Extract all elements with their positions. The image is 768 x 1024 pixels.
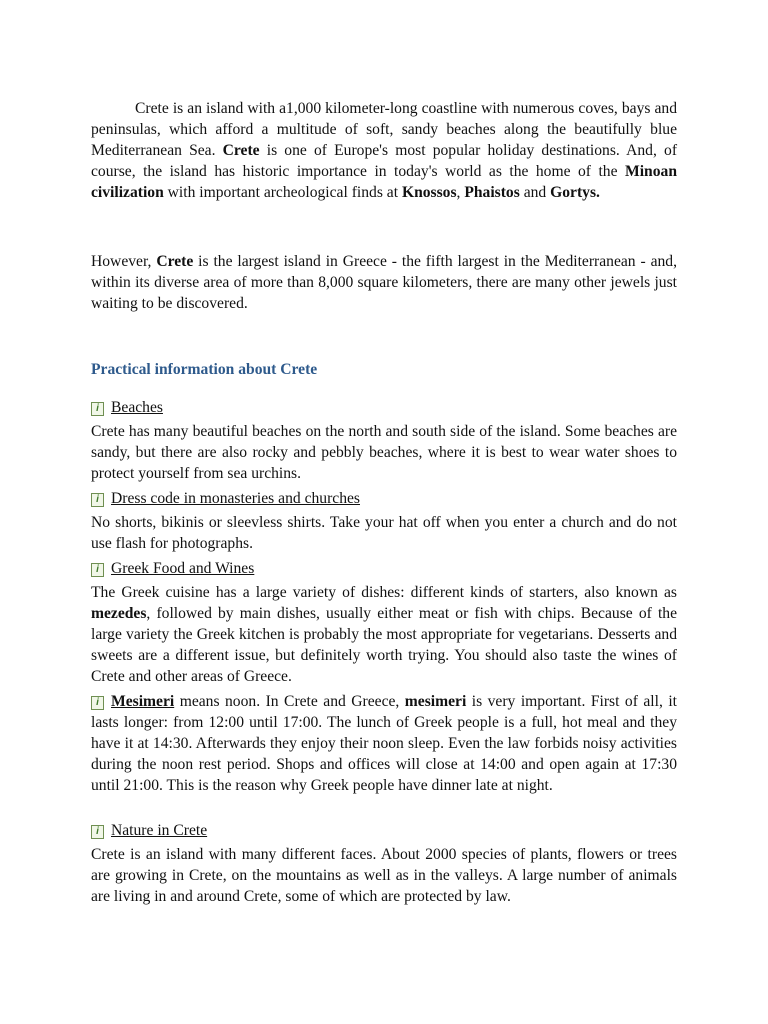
info-item-nature (91, 820, 677, 907)
info-item-mesimeri (91, 691, 677, 796)
bold-term-mesimeri: mesimeri (404, 693, 467, 710)
item-text-nature: Crete is an island with many different faces. About 2000 species of plants, flowers or trees are growing in Crete, on the mountains as well as in the valleys. A large number of animals are living in and around Crete, some of which are protected by law. (91, 846, 677, 905)
info-icon[interactable]: i (91, 493, 104, 507)
item-title-row (91, 820, 677, 842)
item-text-beaches: Crete has many beautiful beaches on the north and south side of the island. Some beaches are sandy, but there are also rocky and pebbly beaches, where it is best to wear water shoes to protect yourself from sea urchins. (91, 423, 677, 482)
info-item-food (91, 558, 677, 687)
intro-text: However, (91, 253, 157, 270)
item-text-mesimeri (91, 691, 677, 796)
item-title-nature[interactable]: Nature in Crete (111, 822, 208, 839)
intro-text: with important archeological finds at (163, 184, 402, 201)
item-title-beaches[interactable]: Beaches (111, 399, 163, 416)
intro-text: , (456, 184, 465, 201)
item-text: The Greek cuisine has a large variety of dishes: different kinds of starters, also known as (91, 584, 677, 601)
intro-paragraph-2 (91, 251, 677, 314)
intro-text: is one of Europe's most popular holiday destinations. And, of course, the island has historic importance in today's world as the home of the (91, 142, 678, 180)
intro-text: Crete is an island with a1,000 kilometer-long coastline with numerous coves, bays and peninsulas, which afford a multitude of soft, sandy beaches along the beautifully blue Mediterranean Sea. (91, 100, 677, 159)
item-title-dress-code[interactable]: Dress code in monasteries and churches (111, 490, 360, 507)
item-text: is very important. First of all, it lasts longer: from 12:00 until 17:00. The lunch of Greek people is a full, hot meal and they have it at 14:30. Afterwards they enjoy their noon sleep. Even the law forbids noisy activities during the noon rest period. Shops and offices will close at 14:00 and open again at 17:30 until 21:00. This is the reason why Greek people have dinner late at night. (91, 693, 677, 794)
info-icon[interactable]: i (91, 825, 104, 839)
item-text-food (91, 582, 677, 687)
bold-term-phaistos: Phaistos (464, 184, 520, 201)
intro-text: is the largest island in Greece - the fifth largest in the Mediterranean - and, within its diverse area of more than 8,000 square kilometers, there are many other jewels just waiting to be discovered. (91, 253, 677, 312)
bold-term-mezedes: mezedes (91, 605, 147, 622)
item-title-food[interactable]: Greek Food and Wines (111, 560, 255, 577)
intro-text: and (519, 184, 551, 201)
bold-term-minoan: Minoan civilization (91, 163, 677, 201)
item-title-row (91, 488, 677, 510)
item-title-row (91, 558, 677, 580)
info-item-dress-code (91, 488, 677, 554)
item-title-row (91, 397, 677, 419)
info-icon[interactable]: i (91, 563, 104, 577)
intro-paragraph-1 (91, 98, 677, 203)
info-icon[interactable]: i (91, 696, 104, 710)
item-text: , followed by main dishes, usually either meat or fish with chips. Because of the large variety the Greek kitchen is probably the most appropriate for vegetarians. Desserts and sweets are a different issue, but definitely worth trying. You should also taste the wines of Crete and other areas of Greece. (91, 605, 677, 685)
info-icon[interactable]: i (91, 402, 104, 416)
item-text: means noon. In Crete and Greece, (174, 693, 405, 710)
section-heading: Practical information about Crete (91, 361, 318, 378)
item-title-mesimeri[interactable]: Mesimeri (111, 693, 175, 710)
bold-term-crete: Crete (222, 142, 260, 159)
item-text-dress-code: No shorts, bikinis or sleevless shirts. Take your hat off when you enter a church and do not use flash for photographs. (91, 514, 677, 552)
bold-term-gortys: Gortys. (550, 184, 600, 201)
info-item-beaches (91, 397, 677, 484)
bold-term-crete: Crete (156, 253, 194, 270)
bold-term-knossos: Knossos (401, 184, 457, 201)
